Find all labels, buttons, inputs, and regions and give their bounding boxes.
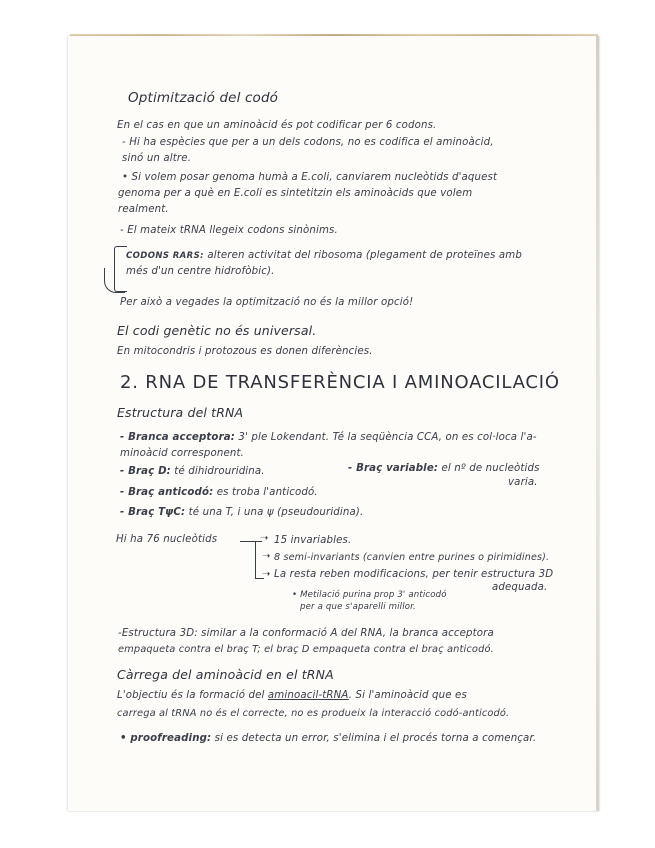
tpsic-arm-text: té una T, i una ψ (pseudouridina). <box>188 507 364 518</box>
aminoacid-charge-heading: Càrrega del aminoàcid en el tRNA <box>117 667 334 682</box>
semi-invariant-nucleotides: 8 semi-invariants (canvien entre purines o pirimidines). <box>274 552 550 563</box>
modified-nucleotides-line2: adequada. <box>492 582 548 593</box>
rare-codons-label: CODONS RARS: <box>126 251 204 261</box>
structure-3d-line1: -Estructura 3D: similar a la conformació A del RNA, la branca acceptora <box>118 628 494 639</box>
arrow-head-icon: ➝ <box>262 551 271 562</box>
optimization-note: Per això a vegades la optimització no és la millor opció! <box>120 297 414 308</box>
acceptor-branch-text-line2: minoàcid corresponent. <box>120 448 245 459</box>
universal-code-text: En mitocondris i protozous es donen diferències. <box>117 346 373 357</box>
rare-codons-text-line1: alteren activitat del ribosoma (plegament de proteïnes amb <box>207 250 522 261</box>
anticodon-arm-label: - Braç anticodó: <box>120 487 214 498</box>
modified-nucleotides-line1: La resta reben modificacions, per tenir estructura 3D <box>274 569 554 580</box>
objective-text-a: L'objectiu és la formació del <box>117 690 265 701</box>
variable-arm-text-line2: varia. <box>508 477 538 488</box>
methylation-note-line2: per a que s'aparelli millor. <box>300 602 416 612</box>
structure-heading: Estructura del tRNA <box>117 405 244 420</box>
d-arm-label: - Braç D: <box>120 466 171 477</box>
d-arm-text: té dihidrouridina. <box>174 466 265 477</box>
bullet-species-line2: sinó un altre. <box>122 153 192 164</box>
intro-text: En el cas en que un aminoàcid és pot codificar per 6 codons. <box>117 120 437 131</box>
methylation-note-line1: • Metilació purina prop 3' anticodó <box>292 590 447 600</box>
aminoacyl-trna-term: aminoacil-tRNA <box>267 690 349 701</box>
universal-code-heading: El codi genètic no és universal. <box>117 323 317 338</box>
proofreading-label: • proofreading: <box>120 733 212 744</box>
structure-3d-line2: empaqueta contra el braç T; el braç D empaqueta contra el braç anticodó. <box>118 644 494 655</box>
proofreading-text: si es detecta un error, s'elimina i el procés torna a començar. <box>214 733 537 744</box>
bullet-trna-synonyms: - El mateix tRNA llegeix codons sinònims. <box>120 225 338 236</box>
arrow-head-icon: ➝ <box>260 533 269 544</box>
acceptor-branch-text-line1: 3' ple Lokendant. Té la seqüència CCA, on es col·loca l'a- <box>238 432 537 443</box>
page-title: Optimització del codó <box>128 90 279 106</box>
bullet-ecoli-line3: realment. <box>118 204 169 215</box>
acceptor-branch-label: - Branca acceptora: <box>120 432 235 443</box>
bullet-species-line1: - Hi ha espècies que per a un dels codons, no es codifica el aminoàcid, <box>122 137 494 148</box>
objective-text-line2: carrega al tRNA no és el correcte, no es produeix la interacció codó-anticodó. <box>117 708 510 719</box>
rare-codons-text-line2: més d'un centre hidrofòbic). <box>126 266 275 277</box>
rare-codons-arrow <box>104 268 125 293</box>
bullet-ecoli-line1: • Si volem posar genoma humà a E.coli, canviarem nucleòtids d'aquest <box>122 172 498 183</box>
section-heading: 2. RNA DE TRANSFERÈNCIA I AMINOACILACIÓ <box>120 372 560 393</box>
invariable-nucleotides: 15 invariables. <box>274 535 352 546</box>
paper-right-edge <box>596 36 599 811</box>
nucleotide-count: Hi ha 76 nucleòtids <box>116 534 218 545</box>
tpsic-arm-label: - Braç TψC: <box>120 507 186 518</box>
anticodon-arm-text: es troba l'anticodó. <box>216 487 318 498</box>
variable-arm-label: - Braç variable: <box>348 463 439 474</box>
variable-arm-text: el nº de nucleòtids <box>441 463 540 474</box>
objective-text-c: . Si l'aminoàcid que es <box>348 690 467 701</box>
arrow-head-icon: ➝ <box>262 569 271 580</box>
bullet-ecoli-line2: genoma per a què en E.coli es sintetitzin els aminoàcids que volem <box>118 188 473 199</box>
